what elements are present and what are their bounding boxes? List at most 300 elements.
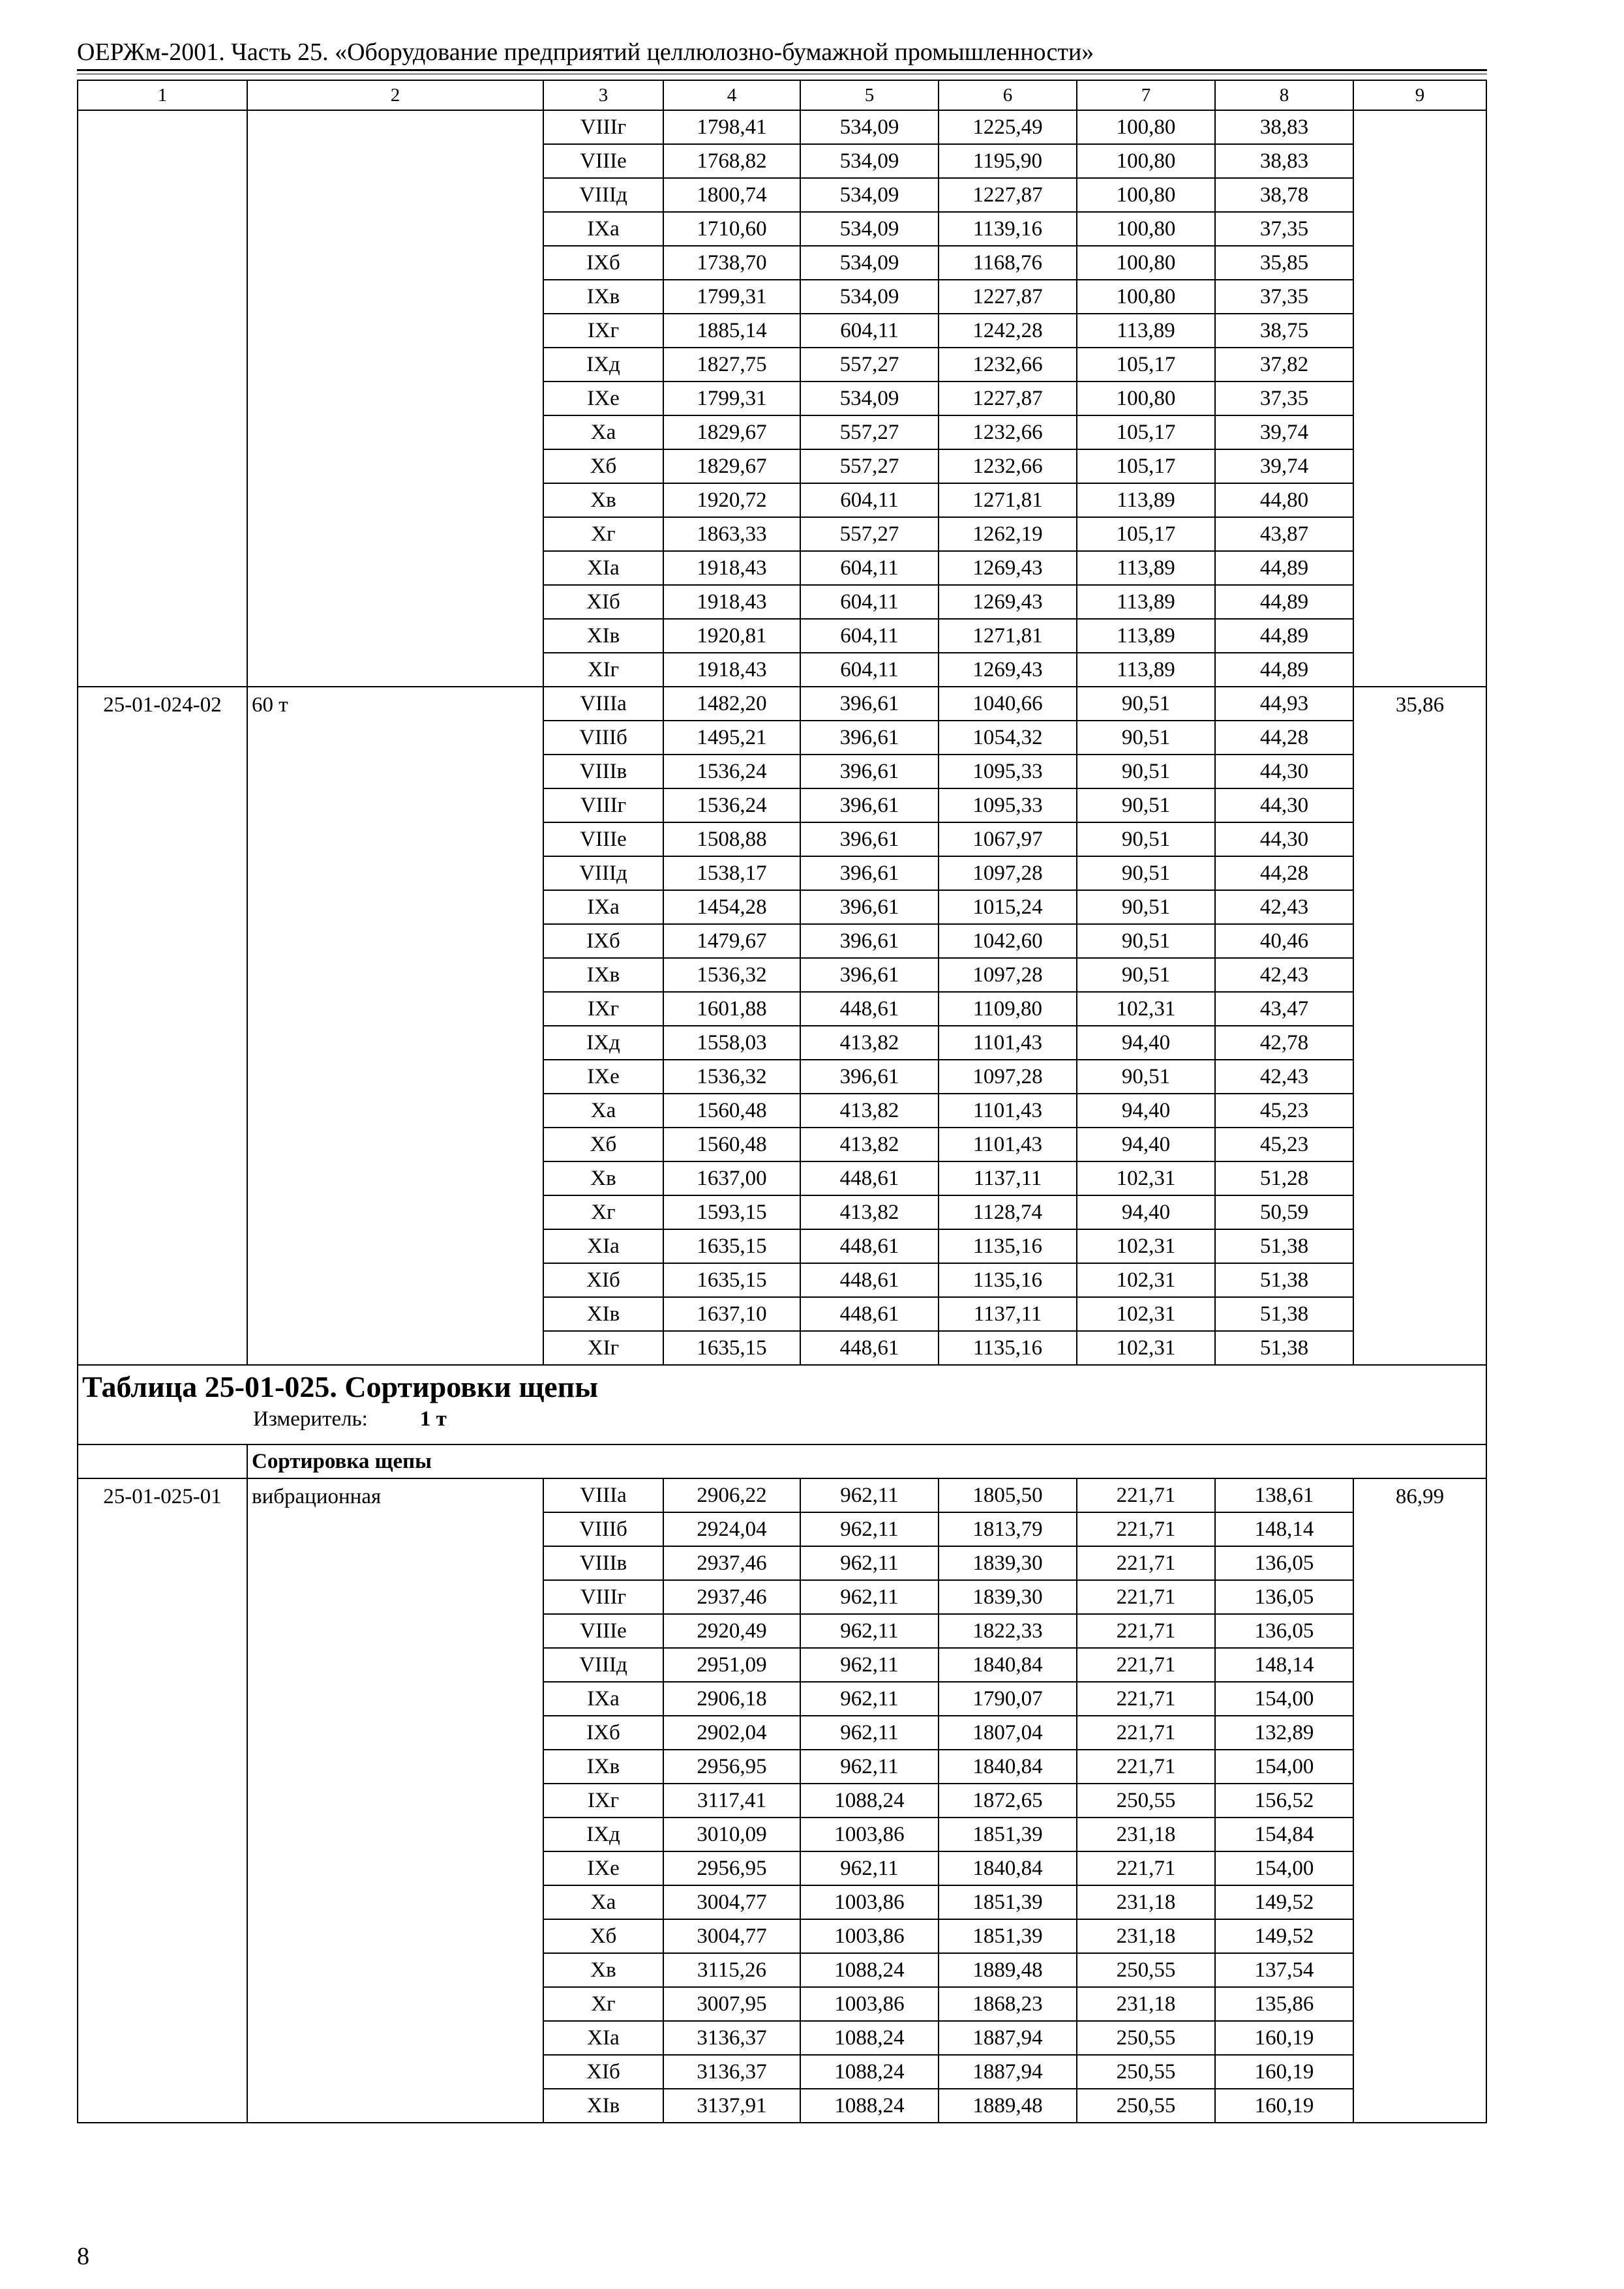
zone-cell: Xа xyxy=(543,1094,663,1128)
materials-cell: 44,89 xyxy=(1215,619,1353,653)
machinist-wages-cell: 113,89 xyxy=(1077,551,1215,585)
materials-cell: 38,75 xyxy=(1215,314,1353,348)
machine-cost-cell: 1135,16 xyxy=(939,1331,1077,1365)
materials-cell: 42,43 xyxy=(1215,958,1353,992)
machinist-wages-cell: 90,51 xyxy=(1077,788,1215,822)
subsection-title: Сортировка щепы xyxy=(252,1450,432,1473)
machinist-wages-cell: 113,89 xyxy=(1077,619,1215,653)
total-cost-cell: 1798,41 xyxy=(663,110,800,144)
materials-cell: 156,52 xyxy=(1215,1784,1353,1818)
zone-cell: XIб xyxy=(543,1263,663,1297)
total-cost-cell: 1454,28 xyxy=(663,890,800,924)
machinist-wages-cell: 105,17 xyxy=(1077,449,1215,483)
machinist-wages-cell: 221,71 xyxy=(1077,1682,1215,1716)
unit-value: 1 т xyxy=(419,1407,447,1431)
machine-cost-cell: 1139,16 xyxy=(939,212,1077,246)
zone-cell: IXд xyxy=(543,1026,663,1060)
rate-name-cell: вибрационная xyxy=(247,1478,543,2123)
wages-cell: 534,09 xyxy=(800,144,939,178)
materials-cell: 160,19 xyxy=(1215,2055,1353,2089)
total-cost-cell: 1601,88 xyxy=(663,992,800,1026)
machinist-wages-cell: 250,55 xyxy=(1077,2089,1215,2123)
machinist-wages-cell: 94,40 xyxy=(1077,1128,1215,1161)
zone-cell: VIIIд xyxy=(543,1648,663,1682)
wages-cell: 962,11 xyxy=(800,1682,939,1716)
machinist-wages-cell: 231,18 xyxy=(1077,1919,1215,1953)
total-cost-cell: 1920,81 xyxy=(663,619,800,653)
wages-cell: 962,11 xyxy=(800,1614,939,1648)
total-cost-cell: 1538,17 xyxy=(663,856,800,890)
wages-cell: 604,11 xyxy=(800,585,939,619)
materials-cell: 40,46 xyxy=(1215,924,1353,958)
column-number: 3 xyxy=(543,80,663,110)
column-number: 1 xyxy=(78,80,247,110)
column-number: 9 xyxy=(1353,80,1486,110)
zone-cell: VIIIд xyxy=(543,178,663,212)
total-cost-cell: 1768,82 xyxy=(663,144,800,178)
materials-cell: 37,35 xyxy=(1215,212,1353,246)
wages-cell: 962,11 xyxy=(800,1648,939,1682)
table-title: Таблица 25-01-025. Сортировки щепы xyxy=(82,1370,599,1403)
machine-cost-cell: 1269,43 xyxy=(939,653,1077,687)
wages-cell: 413,82 xyxy=(800,1094,939,1128)
machine-cost-cell: 1840,84 xyxy=(939,1750,1077,1784)
total-cost-cell: 1560,48 xyxy=(663,1128,800,1161)
machinist-wages-cell: 250,55 xyxy=(1077,1784,1215,1818)
zone-cell: IXа xyxy=(543,1682,663,1716)
machinist-wages-cell: 113,89 xyxy=(1077,653,1215,687)
materials-cell: 51,28 xyxy=(1215,1161,1353,1195)
zone-cell: XIв xyxy=(543,2089,663,2123)
wages-cell: 396,61 xyxy=(800,721,939,755)
rate-code-cell: 25-01-025-01 xyxy=(78,1478,247,2123)
wages-cell: 448,61 xyxy=(800,992,939,1026)
wages-cell: 448,61 xyxy=(800,1331,939,1365)
wages-cell: 396,61 xyxy=(800,1060,939,1094)
wages-cell: 557,27 xyxy=(800,415,939,449)
machinist-wages-cell: 90,51 xyxy=(1077,687,1215,721)
page-number: 8 xyxy=(77,2243,89,2270)
machinist-wages-cell: 102,31 xyxy=(1077,1229,1215,1263)
machinist-wages-cell: 221,71 xyxy=(1077,1512,1215,1546)
machinist-wages-cell: 100,80 xyxy=(1077,212,1215,246)
materials-cell: 132,89 xyxy=(1215,1716,1353,1750)
materials-cell: 43,87 xyxy=(1215,517,1353,551)
machinist-wages-cell: 100,80 xyxy=(1077,246,1215,280)
labor-cost-cell xyxy=(1353,110,1486,687)
materials-cell: 42,43 xyxy=(1215,890,1353,924)
zone-cell: XIв xyxy=(543,619,663,653)
total-cost-cell: 3117,41 xyxy=(663,1784,800,1818)
materials-cell: 136,05 xyxy=(1215,1580,1353,1614)
machine-cost-cell: 1067,97 xyxy=(939,822,1077,856)
machine-cost-cell: 1851,39 xyxy=(939,1919,1077,1953)
total-cost-cell: 1637,00 xyxy=(663,1161,800,1195)
machine-cost-cell: 1262,19 xyxy=(939,517,1077,551)
machinist-wages-cell: 94,40 xyxy=(1077,1026,1215,1060)
materials-cell: 45,23 xyxy=(1215,1094,1353,1128)
column-number: 8 xyxy=(1215,80,1353,110)
zone-cell: VIIIа xyxy=(543,1478,663,1512)
total-cost-cell: 1560,48 xyxy=(663,1094,800,1128)
total-cost-cell: 2902,04 xyxy=(663,1716,800,1750)
materials-cell: 44,30 xyxy=(1215,822,1353,856)
machine-cost-cell: 1872,65 xyxy=(939,1784,1077,1818)
total-cost-cell: 1536,32 xyxy=(663,958,800,992)
wages-cell: 962,11 xyxy=(800,1546,939,1580)
wages-cell: 1088,24 xyxy=(800,2089,939,2123)
total-cost-cell: 1918,43 xyxy=(663,653,800,687)
wages-cell: 1003,86 xyxy=(800,1885,939,1919)
materials-cell: 154,00 xyxy=(1215,1682,1353,1716)
total-cost-cell: 2920,49 xyxy=(663,1614,800,1648)
materials-cell: 44,93 xyxy=(1215,687,1353,721)
machine-cost-cell: 1168,76 xyxy=(939,246,1077,280)
machinist-wages-cell: 250,55 xyxy=(1077,1953,1215,1987)
wages-cell: 413,82 xyxy=(800,1128,939,1161)
labor-cost-cell: 35,86 xyxy=(1353,687,1486,1365)
total-cost-cell: 3136,37 xyxy=(663,2055,800,2089)
machinist-wages-cell: 90,51 xyxy=(1077,1060,1215,1094)
zone-cell: VIIIе xyxy=(543,144,663,178)
wages-cell: 396,61 xyxy=(800,788,939,822)
wages-cell: 534,09 xyxy=(800,212,939,246)
zone-cell: VIIIе xyxy=(543,1614,663,1648)
machine-cost-cell: 1097,28 xyxy=(939,856,1077,890)
wages-cell: 962,11 xyxy=(800,1750,939,1784)
machinist-wages-cell: 94,40 xyxy=(1077,1094,1215,1128)
total-cost-cell: 1829,67 xyxy=(663,449,800,483)
zone-cell: VIIIг xyxy=(543,1580,663,1614)
zone-cell: VIIIа xyxy=(543,687,663,721)
materials-cell: 136,05 xyxy=(1215,1614,1353,1648)
zone-cell: IXг xyxy=(543,314,663,348)
machine-cost-cell: 1269,43 xyxy=(939,585,1077,619)
labor-cost-cell: 86,99 xyxy=(1353,1478,1486,2123)
machine-cost-cell: 1135,16 xyxy=(939,1229,1077,1263)
machine-cost-cell: 1851,39 xyxy=(939,1818,1077,1851)
wages-cell: 534,09 xyxy=(800,280,939,314)
machine-cost-cell: 1889,48 xyxy=(939,1953,1077,1987)
wages-cell: 557,27 xyxy=(800,517,939,551)
page-header-title: ОЕРЖм-2001. Часть 25. «Оборудование предприятий целлюлозно-бумажной промышленности» xyxy=(77,38,1094,66)
total-cost-cell: 2956,95 xyxy=(663,1750,800,1784)
total-cost-cell: 1508,88 xyxy=(663,822,800,856)
zone-cell: IXв xyxy=(543,958,663,992)
materials-cell: 38,78 xyxy=(1215,178,1353,212)
zone-cell: IXг xyxy=(543,992,663,1026)
machinist-wages-cell: 105,17 xyxy=(1077,415,1215,449)
column-number-row xyxy=(78,80,1486,110)
wages-cell: 1003,86 xyxy=(800,1987,939,2021)
column-number: 6 xyxy=(939,80,1077,110)
wages-cell: 448,61 xyxy=(800,1161,939,1195)
materials-cell: 154,00 xyxy=(1215,1851,1353,1885)
machinist-wages-cell: 102,31 xyxy=(1077,1331,1215,1365)
zone-cell: XIа xyxy=(543,2021,663,2055)
header-rule xyxy=(77,69,1487,71)
machinist-wages-cell: 100,80 xyxy=(1077,110,1215,144)
wages-cell: 534,09 xyxy=(800,110,939,144)
zone-cell: XIа xyxy=(543,551,663,585)
total-cost-cell: 1863,33 xyxy=(663,517,800,551)
materials-cell: 42,43 xyxy=(1215,1060,1353,1094)
rate-name-cell: 60 т xyxy=(247,687,543,1365)
zone-cell: Xв xyxy=(543,1161,663,1195)
machine-cost-cell: 1889,48 xyxy=(939,2089,1077,2123)
total-cost-cell: 1637,10 xyxy=(663,1297,800,1331)
materials-cell: 50,59 xyxy=(1215,1195,1353,1229)
zone-cell: IXа xyxy=(543,890,663,924)
materials-cell: 45,23 xyxy=(1215,1128,1353,1161)
machinist-wages-cell: 105,17 xyxy=(1077,517,1215,551)
total-cost-cell: 1738,70 xyxy=(663,246,800,280)
total-cost-cell: 1536,32 xyxy=(663,1060,800,1094)
subsection-cell xyxy=(247,1444,1486,1478)
zone-cell: Xг xyxy=(543,517,663,551)
total-cost-cell: 1918,43 xyxy=(663,551,800,585)
machinist-wages-cell: 250,55 xyxy=(1077,2055,1215,2089)
total-cost-cell: 1482,20 xyxy=(663,687,800,721)
wages-cell: 1088,24 xyxy=(800,1784,939,1818)
machinist-wages-cell: 221,71 xyxy=(1077,1546,1215,1580)
machine-cost-cell: 1097,28 xyxy=(939,1060,1077,1094)
materials-cell: 137,54 xyxy=(1215,1953,1353,1987)
materials-cell: 42,78 xyxy=(1215,1026,1353,1060)
materials-cell: 38,83 xyxy=(1215,144,1353,178)
machine-cost-cell: 1101,43 xyxy=(939,1094,1077,1128)
total-cost-cell: 1593,15 xyxy=(663,1195,800,1229)
machine-cost-cell: 1813,79 xyxy=(939,1512,1077,1546)
materials-cell: 35,85 xyxy=(1215,246,1353,280)
zone-cell: VIIIб xyxy=(543,721,663,755)
total-cost-cell: 1885,14 xyxy=(663,314,800,348)
zone-cell: XIг xyxy=(543,1331,663,1365)
total-cost-cell: 1829,67 xyxy=(663,415,800,449)
wages-cell: 962,11 xyxy=(800,1851,939,1885)
total-cost-cell: 3004,77 xyxy=(663,1919,800,1953)
total-cost-cell: 3136,37 xyxy=(663,2021,800,2055)
wages-cell: 396,61 xyxy=(800,890,939,924)
machine-cost-cell: 1232,66 xyxy=(939,348,1077,382)
machinist-wages-cell: 90,51 xyxy=(1077,755,1215,788)
machinist-wages-cell: 102,31 xyxy=(1077,1263,1215,1297)
materials-cell: 44,30 xyxy=(1215,755,1353,788)
machine-cost-cell: 1840,84 xyxy=(939,1648,1077,1682)
machinist-wages-cell: 90,51 xyxy=(1077,924,1215,958)
wages-cell: 396,61 xyxy=(800,958,939,992)
materials-cell: 51,38 xyxy=(1215,1331,1353,1365)
machinist-wages-cell: 100,80 xyxy=(1077,178,1215,212)
materials-cell: 44,30 xyxy=(1215,788,1353,822)
table-section-header xyxy=(78,1365,1486,1444)
materials-cell: 37,35 xyxy=(1215,382,1353,415)
machine-cost-cell: 1095,33 xyxy=(939,755,1077,788)
zone-cell: Xб xyxy=(543,1128,663,1161)
materials-cell: 37,35 xyxy=(1215,280,1353,314)
machine-cost-cell: 1135,16 xyxy=(939,1263,1077,1297)
zone-cell: VIIIг xyxy=(543,110,663,144)
machinist-wages-cell: 100,80 xyxy=(1077,280,1215,314)
total-cost-cell: 2906,22 xyxy=(663,1478,800,1512)
zone-cell: Xв xyxy=(543,1953,663,1987)
machine-cost-cell: 1195,90 xyxy=(939,144,1077,178)
machine-cost-cell: 1805,50 xyxy=(939,1478,1077,1512)
zone-cell: VIIIб xyxy=(543,1512,663,1546)
rate-code-cell xyxy=(78,110,247,687)
wages-cell: 396,61 xyxy=(800,856,939,890)
materials-cell: 51,38 xyxy=(1215,1263,1353,1297)
total-cost-cell: 1635,15 xyxy=(663,1263,800,1297)
wages-cell: 1088,24 xyxy=(800,2021,939,2055)
materials-cell: 44,28 xyxy=(1215,721,1353,755)
machine-cost-cell: 1054,32 xyxy=(939,721,1077,755)
materials-cell: 44,89 xyxy=(1215,585,1353,619)
materials-cell: 135,86 xyxy=(1215,1987,1353,2021)
wages-cell: 396,61 xyxy=(800,755,939,788)
wages-cell: 396,61 xyxy=(800,924,939,958)
machinist-wages-cell: 102,31 xyxy=(1077,992,1215,1026)
rate-name-cell xyxy=(247,110,543,687)
materials-cell: 38,83 xyxy=(1215,110,1353,144)
rates-table xyxy=(77,80,1487,2123)
machine-cost-cell: 1840,84 xyxy=(939,1851,1077,1885)
total-cost-cell: 1827,75 xyxy=(663,348,800,382)
machine-cost-cell: 1109,80 xyxy=(939,992,1077,1026)
total-cost-cell: 1799,31 xyxy=(663,280,800,314)
machinist-wages-cell: 221,71 xyxy=(1077,1750,1215,1784)
zone-cell: XIг xyxy=(543,653,663,687)
materials-cell: 39,74 xyxy=(1215,449,1353,483)
total-cost-cell: 2956,95 xyxy=(663,1851,800,1885)
column-number: 2 xyxy=(247,80,543,110)
machinist-wages-cell: 113,89 xyxy=(1077,483,1215,517)
machinist-wages-cell: 100,80 xyxy=(1077,382,1215,415)
wages-cell: 1088,24 xyxy=(800,1953,939,1987)
wages-cell: 1088,24 xyxy=(800,2055,939,2089)
column-number: 4 xyxy=(663,80,800,110)
zone-cell: Xб xyxy=(543,1919,663,1953)
wages-cell: 604,11 xyxy=(800,314,939,348)
wages-cell: 962,11 xyxy=(800,1716,939,1750)
machinist-wages-cell: 90,51 xyxy=(1077,958,1215,992)
materials-cell: 43,47 xyxy=(1215,992,1353,1026)
machinist-wages-cell: 231,18 xyxy=(1077,1885,1215,1919)
machinist-wages-cell: 221,71 xyxy=(1077,1851,1215,1885)
zone-cell: XIб xyxy=(543,2055,663,2089)
machine-cost-cell: 1271,81 xyxy=(939,619,1077,653)
zone-cell: IXб xyxy=(543,246,663,280)
unit-label: Измеритель: xyxy=(253,1407,368,1431)
machinist-wages-cell: 231,18 xyxy=(1077,1818,1215,1851)
wages-cell: 396,61 xyxy=(800,822,939,856)
zone-cell: VIIIе xyxy=(543,822,663,856)
wages-cell: 413,82 xyxy=(800,1195,939,1229)
total-cost-cell: 1536,24 xyxy=(663,755,800,788)
materials-cell: 160,19 xyxy=(1215,2021,1353,2055)
total-cost-cell: 1558,03 xyxy=(663,1026,800,1060)
machine-cost-cell: 1227,87 xyxy=(939,280,1077,314)
machinist-wages-cell: 90,51 xyxy=(1077,822,1215,856)
materials-cell: 39,74 xyxy=(1215,415,1353,449)
column-number: 5 xyxy=(800,80,939,110)
zone-cell: Xа xyxy=(543,415,663,449)
wages-cell: 413,82 xyxy=(800,1026,939,1060)
machine-cost-cell: 1887,94 xyxy=(939,2055,1077,2089)
machinist-wages-cell: 94,40 xyxy=(1077,1195,1215,1229)
table-row xyxy=(78,687,1486,721)
machine-cost-cell: 1227,87 xyxy=(939,382,1077,415)
zone-cell: VIIIв xyxy=(543,755,663,788)
machine-cost-cell: 1790,07 xyxy=(939,1682,1077,1716)
total-cost-cell: 1800,74 xyxy=(663,178,800,212)
total-cost-cell: 1635,15 xyxy=(663,1331,800,1365)
total-cost-cell: 1799,31 xyxy=(663,382,800,415)
machine-cost-cell: 1095,33 xyxy=(939,788,1077,822)
wages-cell: 604,11 xyxy=(800,619,939,653)
machine-cost-cell: 1101,43 xyxy=(939,1128,1077,1161)
table-row xyxy=(78,110,1486,144)
machinist-wages-cell: 221,71 xyxy=(1077,1648,1215,1682)
column-number: 7 xyxy=(1077,80,1215,110)
machine-cost-cell: 1839,30 xyxy=(939,1546,1077,1580)
machinist-wages-cell: 250,55 xyxy=(1077,2021,1215,2055)
wages-cell: 448,61 xyxy=(800,1229,939,1263)
wages-cell: 534,09 xyxy=(800,178,939,212)
machinist-wages-cell: 105,17 xyxy=(1077,348,1215,382)
zone-cell: Xв xyxy=(543,483,663,517)
wages-cell: 1003,86 xyxy=(800,1818,939,1851)
total-cost-cell: 2937,46 xyxy=(663,1580,800,1614)
total-cost-cell: 2937,46 xyxy=(663,1546,800,1580)
total-cost-cell: 1710,60 xyxy=(663,212,800,246)
zone-cell: XIв xyxy=(543,1297,663,1331)
materials-cell: 51,38 xyxy=(1215,1229,1353,1263)
materials-cell: 149,52 xyxy=(1215,1885,1353,1919)
materials-cell: 149,52 xyxy=(1215,1919,1353,1953)
machine-cost-cell: 1242,28 xyxy=(939,314,1077,348)
wages-cell: 534,09 xyxy=(800,246,939,280)
machine-cost-cell: 1271,81 xyxy=(939,483,1077,517)
machinist-wages-cell: 221,71 xyxy=(1077,1580,1215,1614)
machinist-wages-cell: 221,71 xyxy=(1077,1716,1215,1750)
materials-cell: 154,00 xyxy=(1215,1750,1353,1784)
zone-cell: VIIIд xyxy=(543,856,663,890)
machine-cost-cell: 1225,49 xyxy=(939,110,1077,144)
total-cost-cell: 3007,95 xyxy=(663,1987,800,2021)
machinist-wages-cell: 221,71 xyxy=(1077,1614,1215,1648)
empty-cell xyxy=(78,1444,247,1478)
total-cost-cell: 3004,77 xyxy=(663,1885,800,1919)
wages-cell: 1003,86 xyxy=(800,1919,939,1953)
machinist-wages-cell: 113,89 xyxy=(1077,314,1215,348)
machine-cost-cell: 1227,87 xyxy=(939,178,1077,212)
machine-cost-cell: 1868,23 xyxy=(939,1987,1077,2021)
materials-cell: 138,61 xyxy=(1215,1478,1353,1512)
wages-cell: 448,61 xyxy=(800,1297,939,1331)
materials-cell: 51,38 xyxy=(1215,1297,1353,1331)
wages-cell: 448,61 xyxy=(800,1263,939,1297)
section-header-cell xyxy=(78,1365,1486,1444)
total-cost-cell: 1495,21 xyxy=(663,721,800,755)
total-cost-cell: 1918,43 xyxy=(663,585,800,619)
zone-cell: IXд xyxy=(543,348,663,382)
zone-cell: XIа xyxy=(543,1229,663,1263)
wages-cell: 962,11 xyxy=(800,1580,939,1614)
materials-cell: 44,89 xyxy=(1215,551,1353,585)
zone-cell: VIIIг xyxy=(543,788,663,822)
wages-cell: 604,11 xyxy=(800,483,939,517)
